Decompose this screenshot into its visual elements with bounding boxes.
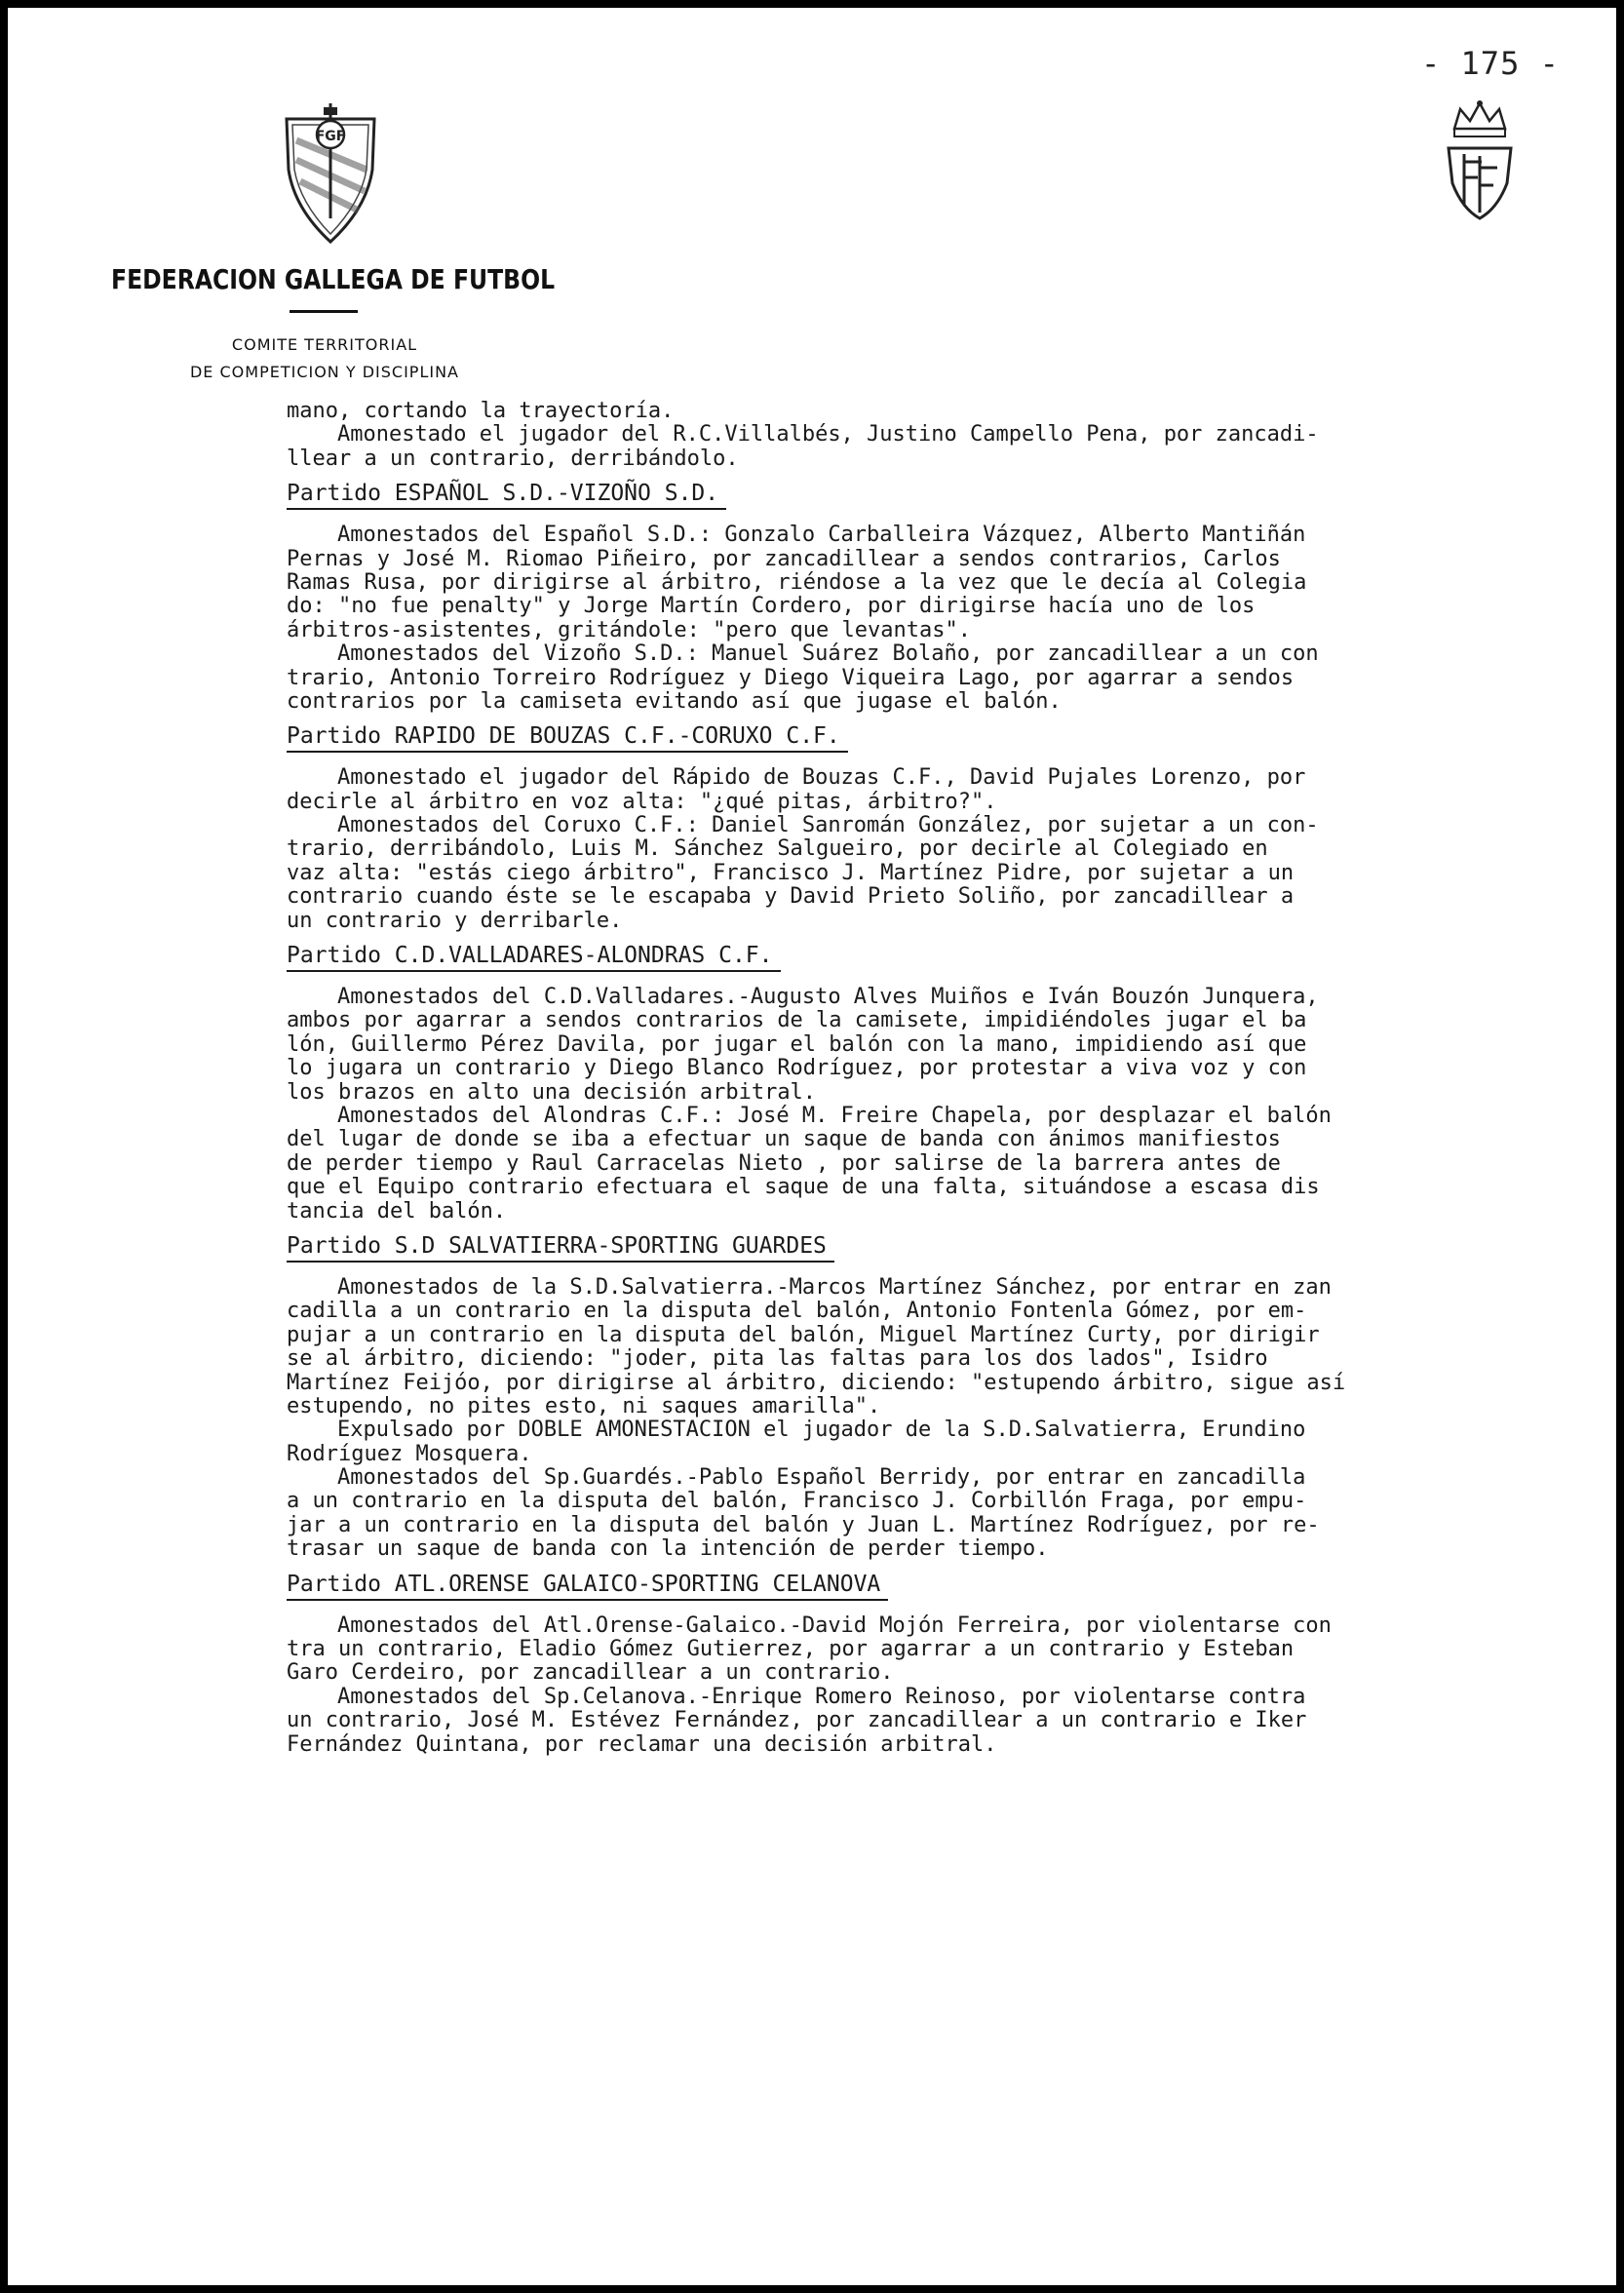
body-line: tra un contrario, Eladio Gómez Gutierrez, por agarrar a un contrario y Esteban xyxy=(287,1637,1295,1662)
body-line: un contrario, José M. Estévez Fernández, por zancadillear a un contrario e Iker xyxy=(287,1708,1307,1733)
body-line: que el Equipo contrario efectuara el saque de una falta, situándose a escasa dis xyxy=(287,1175,1320,1200)
body-line: los brazos en alto una decisión arbitral. xyxy=(287,1079,817,1105)
body-line: Amonestados del Español S.D.: Gonzalo Carballeira Vázquez, Alberto Mantiñán xyxy=(337,523,1306,548)
body-line: a un contrario en la disputa del balón, Francisco J. Corbillón Fraga, por empu- xyxy=(287,1489,1307,1514)
header-divider xyxy=(290,310,358,313)
body-line: trario, Antonio Torreiro Rodríguez y Diego Viqueira Lago, por agarrar a sendos xyxy=(287,665,1295,690)
body-line: llear a un contrario, derribándolo. xyxy=(287,446,739,471)
body-line: Amonestado el jugador del R.C.Villalbés, Justino Campello Pena, por zancadi- xyxy=(337,422,1319,447)
body-line: un contrario y derribarle. xyxy=(287,908,623,933)
body-line: cadilla a un contrario en la disputa del balón, Antonio Fontenla Gómez, por em- xyxy=(287,1299,1307,1324)
body-line: se al árbitro, diciendo: "joder, pita las faltas para los dos lados", Isidro xyxy=(287,1346,1268,1372)
svg-text:FGF: FGF xyxy=(315,129,346,144)
document-page xyxy=(8,8,1616,2285)
body-line: decirle al árbitro en voz alta: "¿qué pitas, árbitro?". xyxy=(287,789,997,814)
body-line: Garo Cerdeiro, por zancadillear a un contrario. xyxy=(287,1660,894,1686)
body-line: Amonestados del Vizoño S.D.: Manuel Suárez Bolaño, por zancadillear a un con xyxy=(337,641,1319,667)
body-line: vaz alta: "estás ciego árbitro", Francisco J. Martínez Pidre, por sujetar a un xyxy=(287,860,1295,885)
body-line: Amonestados del Alondras C.F.: José M. Freire Chapela, por desplazar el balón xyxy=(337,1103,1332,1128)
match-heading: Partido ESPAÑOL S.D.-VIZOÑO S.D. xyxy=(287,481,726,510)
crowned-emblem-logo xyxy=(1443,99,1517,222)
body-line: Amonestados del Sp.Guardés.-Pablo Español Berridy, por entrar en zancadilla xyxy=(337,1465,1306,1491)
body-line: mano, cortando la trayectoría. xyxy=(287,399,675,423)
body-line: lón, Guillermo Pérez Davila, por jugar el balón con la mano, impidiendo así que xyxy=(287,1031,1307,1057)
match-section xyxy=(287,714,1587,933)
body-line: de perder tiempo y Raul Carracelas Nieto , por salirse de la barrera antes de xyxy=(287,1150,1281,1176)
body-line: do: "no fue penalty" y Jorge Martín Cordero, por dirigirse hacía uno de los xyxy=(287,594,1256,619)
body-line: tancia del balón. xyxy=(287,1198,507,1224)
body-line: pujar a un contrario en la disputa del balón, Miguel Martínez Curty, por dirigir xyxy=(287,1322,1320,1347)
match-heading: Partido C.D.VALLADARES-ALONDRAS C.F. xyxy=(287,943,781,972)
body-line: Rodríguez Mosquera. xyxy=(287,1441,532,1466)
body-line: Amonestados del Sp.Celanova.-Enrique Romero Reinoso, por violentarse contra xyxy=(337,1684,1306,1709)
match-heading: Partido RAPIDO DE BOUZAS C.F.-CORUXO C.F. xyxy=(287,723,848,753)
match-heading: Partido ATL.ORENSE GALAICO-SPORTING CELANOVA xyxy=(287,1572,888,1601)
body-line: jar a un contrario en la disputa del balón y Juan L. Martínez Rodríguez, por re- xyxy=(287,1512,1320,1537)
body-line: lo jugara un contrario y Diego Blanco Rodríguez, por protestar a viva voz y con xyxy=(287,1056,1307,1081)
body-line: ambos por agarrar a sendos contrarios de la camisete, impidiéndoles jugar el ba xyxy=(287,1008,1307,1033)
body-line: Amonestados del C.D.Valladares.-Augusto Alves Muiños e Iván Bouzón Junquera, xyxy=(337,985,1319,1010)
body-line: Martínez Feijóo, por dirigirse al árbitro, diciendo: "estupendo árbitro, sigue así xyxy=(287,1370,1346,1395)
page-number: - 175 - xyxy=(1421,45,1560,82)
body-line: contrarios por la camiseta evitando así que jugase el balón. xyxy=(287,688,1062,714)
committee-name xyxy=(144,331,505,386)
match-section xyxy=(287,1224,1587,1562)
body-line: estupendo, no pites esto, ni saques amarilla". xyxy=(287,1393,881,1419)
federation-name: FEDERACION GALLEGA DE FUTBOL xyxy=(111,263,556,295)
body-line: Expulsado por DOBLE AMONESTACION el jugador de la S.D.Salvatierra, Erundino xyxy=(337,1418,1306,1443)
body-line: trario, derribándolo, Luis M. Sánchez Salgueiro, por decirle al Colegiado en xyxy=(287,836,1268,862)
body-line: del lugar de donde se iba a efectuar un saque de banda con ánimos manifiestos xyxy=(287,1127,1281,1152)
body-line: Amonestados de la S.D.Salvatierra.-Marcos Martínez Sánchez, por entrar en zan xyxy=(337,1274,1332,1300)
match-heading: Partido S.D SALVATIERRA-SPORTING GUARDES xyxy=(287,1233,834,1263)
match-section xyxy=(287,1562,1587,1757)
body-line: Amonestados del Coruxo C.F.: Daniel Sanromán González, por sujetar a un con- xyxy=(337,813,1319,838)
body-line: Ramas Rusa, por dirigirse al árbitro, riéndose a la vez que le decía al Colegia xyxy=(287,569,1307,595)
committee-line-2: DE COMPETICION Y DISCIPLINA xyxy=(189,363,459,381)
match-section xyxy=(287,471,1587,714)
body-line: Pernas y José M. Riomao Piñeiro, por zancadillear a sendos contrarios, Carlos xyxy=(287,546,1281,571)
federation-shield-logo xyxy=(283,101,378,244)
body-line: árbitros-asistentes, gritándole: "pero que levantas". xyxy=(287,617,971,642)
body-line: Fernández Quintana, por reclamar una decisión arbitral. xyxy=(287,1731,997,1757)
body-line: Amonestado el jugador del Rápido de Bouzas C.F., David Pujales Lorenzo, por xyxy=(337,765,1306,791)
body-line: Amonestados del Atl.Orense-Galaico.-David Mojón Ferreira, por violentarse con xyxy=(337,1613,1332,1638)
committee-line-1: COMITE TERRITORIAL xyxy=(231,335,418,354)
document-body xyxy=(287,400,1587,1757)
body-line: contrario cuando éste se le escapaba y David Prieto Soliño, por zancadillear a xyxy=(287,884,1295,910)
body-line: trasar un saque de banda con la intención de perder tiempo. xyxy=(287,1536,1049,1562)
match-section xyxy=(287,933,1587,1224)
